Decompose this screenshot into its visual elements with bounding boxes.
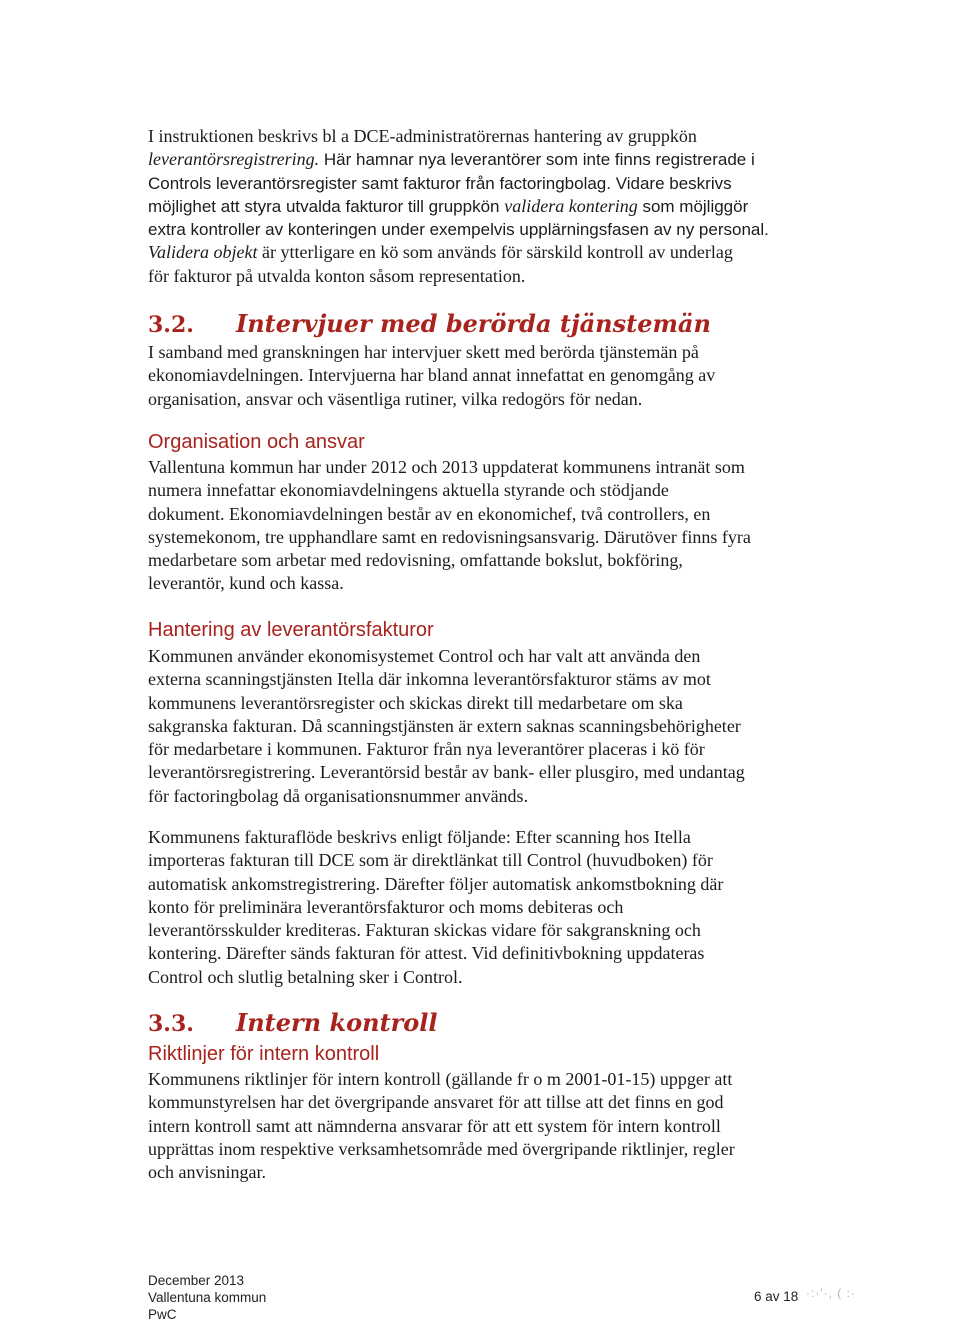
intro-italic-term: leverantörsregistrering. [148,149,320,170]
section-3-3-body [148,1068,828,1184]
body-line: ekonomiavdelningen. Intervjuerna har bland annat innefattat en genomgång av [148,365,716,386]
intro-line: Controls leverantörsregister samt fakturor från factoringbolag. Vidare beskrivs [148,173,732,193]
section-number: 3.2. [148,312,194,338]
page-footer [148,1272,266,1323]
body-line: för factoringbolag då organisationsnummer används. [148,785,529,806]
body-line: numera innefattar ekonomiavdelningens aktuella styrande och stödjande [148,480,669,501]
body-line: medarbetare som arbetar med redovisning, omfattande bokslut, bokföring, [148,550,683,571]
footer-date: December 2013 [148,1273,245,1288]
body-line: externa scanningstjänsten Itella där inkomna leverantörsfakturor stäms av mot [148,669,711,690]
intro-line [148,241,828,264]
body-line: Kommunen använder ekonomisystemet Control och har valt att använda den [148,646,701,666]
body-line: upprättas inom respektive verksamhetsområde med övergripande riktlinjer, regler [148,1138,735,1159]
body-line: importeras fakturan till DCE som är direktlänkat till Control (huvudboken) för [148,850,713,871]
intro-text: är ytterligare en kö som används för särskild kontroll av underlag [257,242,733,263]
body-line: sakgranska fakturan. Då scanningstjänsten är extern saknas scanningsbehörigheter [148,715,741,736]
body-line: I samband med granskningen har intervjuer skett med berörda tjänstemän på [148,342,699,362]
hantering-paragraph-2 [148,826,828,989]
section-heading-3-3 [148,1008,438,1037]
footer-firm: PwC [148,1307,177,1322]
body-line: dokument. Ekonomiavdelningen består av en ekonomichef, två controllers, en [148,503,711,524]
intro-paragraph [148,125,828,288]
body-line: leverantörsskulder krediteras. Fakturan skickas vidare för sakgranskning och [148,920,701,941]
intro-line [148,195,828,218]
body-line: intern kontroll samt att nämnderna ansvarar för att ett system för intern kontroll [148,1115,721,1136]
section-heading-3-2 [148,309,711,338]
body-line: kommunstyrelsen har det övergripande ansvaret för att tillse att det finns en god [148,1092,724,1113]
body-line: kommunens leverantörsregister och skickas direkt till medarbetare om ska [148,692,683,713]
hantering-paragraph-1 [148,645,828,808]
body-line: Vallentuna kommun har under 2012 och 2013 uppdaterat kommunens intranät som [148,457,745,477]
body-line: för medarbetare i kommunen. Fakturor från nya leverantörer placeras i kö för [148,739,705,760]
body-line: Kommunens fakturaflöde beskrivs enligt följande: Efter scanning hos Itella [148,827,691,847]
body-line: Control och slutlig betalning sker i Control. [148,966,463,987]
intro-text: Här hamnar nya leverantörer som inte finns registrerade i [319,150,755,170]
body-line: organisation, ansvar och väsentliga rutiner, vilka redogörs för nedan. [148,388,643,409]
body-line: kontering. Därefter sänds fakturan för attest. Vid definitivbokning uppdateras [148,943,705,964]
scan-artifact: ·:·'·, ( :· [806,1286,856,1300]
footer-client: Vallentuna kommun [148,1290,267,1305]
organisation-body [148,456,828,596]
section-3-2-body [148,341,828,411]
body-line: systemekonom, tre upphandlare samt en redovisningsansvarig. Därutöver finns fyra [148,526,751,547]
subheading-hantering: Hantering av leverantörsfakturor [148,619,434,641]
body-line: leverantör, kund och kassa. [148,573,344,594]
body-line: automatisk ankomstregistrering. Därefter följer automatisk ankomstbokning där [148,873,724,894]
intro-line: extra kontroller av konteringen under exempelvis upplärningsfasen av ny personal. [148,220,769,240]
subheading-riktlinjer: Riktlinjer för intern kontroll [148,1043,380,1065]
page-number: 6 av 18 [754,1289,799,1304]
intro-text: som möjliggör [637,196,749,216]
body-line: leverantörsregistrering. Leverantörsid består av bank- eller plusgiro, med undantag [148,762,745,783]
subheading-organisation: Organisation och ansvar [148,431,365,453]
body-line: konto för preliminära leverantörsfakturor och moms debiteras och [148,896,624,917]
section-title: Intervjuer med berörda tjänstemän [236,309,711,338]
intro-italic-term: validera kontering [504,195,638,216]
section-title: Intern kontroll [236,1008,438,1037]
section-number: 3.3. [148,1011,194,1037]
intro-line: för fakturor på utvalda konton såsom representation. [148,265,526,286]
body-line: Kommunens riktlinjer för intern kontroll (gällande fr o m 2001-01-15) uppger att [148,1069,733,1089]
intro-line [148,148,828,171]
intro-text: möjlighet att styra utvalda fakturor till gruppkön [148,196,505,216]
intro-line: I instruktionen beskrivs bl a DCE-administratörernas hantering av gruppkön [148,126,697,146]
body-line: och anvisningar. [148,1162,266,1183]
intro-italic-term: Validera objekt [148,242,258,263]
